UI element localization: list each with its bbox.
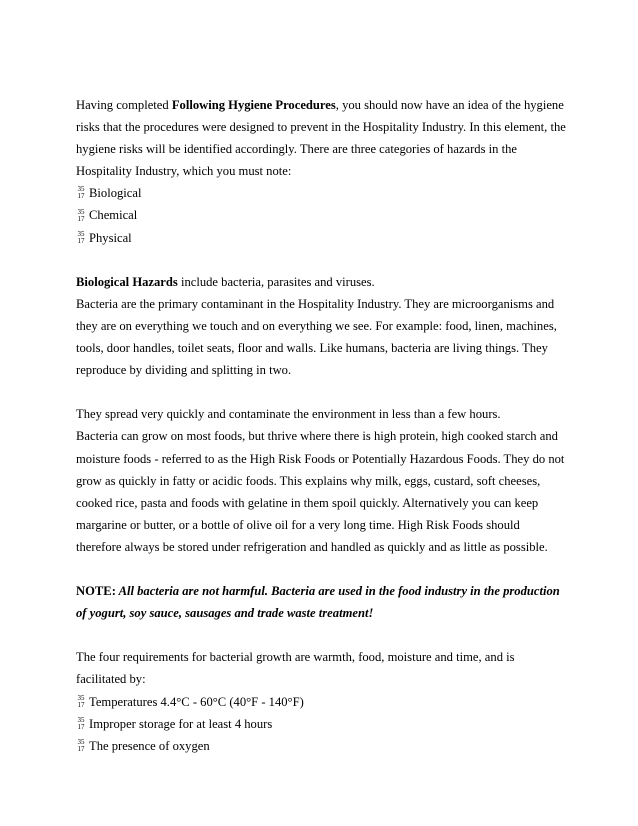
hazard-list-item [76,182,576,204]
growth-item-label: Temperatures 4.4°C - 60°C (40°F - 140°F) [89,694,304,709]
bullet-icon: 35 17 [77,693,85,709]
bio-line-4: tools, door handles, toilet seats, floor and walls. Like humans, bacteria are living things. They [76,341,548,356]
bullet-icon: 35 17 [77,715,85,731]
note-line-1 [76,580,576,602]
intro-line-4: Hospitality Industry, which you must note: [76,164,292,179]
document-body [76,94,576,757]
bio-line-2: Bacteria are the primary contaminant in the Hospitality Industry. They are microorganisms and [76,296,555,311]
hazard-item-label: Chemical [89,208,138,223]
growth-line-1: The four requirements for bacterial growth are warmth, food, moisture and time, and is [76,650,515,665]
paragraph-gap [76,624,576,646]
hazard-item-label: Biological [89,186,142,201]
note-label: NOTE: [76,584,116,599]
bio-line-5: reproduce by dividing and splitting in two. [76,363,292,378]
spread-line-3: moisture foods - referred to as the High Risk Foods or Potentially Hazardous Foods. They do not [76,451,565,466]
spread-line-6: margarine or butter, or a bottle of olive oil for a very long time. High Risk Foods should [76,517,520,532]
spread-line-1: They spread very quickly and contaminate the environment in less than a few hours. [76,407,501,422]
growth-list-item [76,713,576,735]
spread-line-4: grow as quickly in fatty or acidic foods. This explains why milk, eggs, custard, soft cheeses, [76,473,541,488]
hazard-list-item [76,204,576,226]
intro-line-2: risks that the procedures were designed to prevent in the Hospitality Industry. In this element, the [76,120,566,135]
paragraph-gap [76,381,576,403]
spread-line-7: therefore always be stored under refrigeration and handled as quickly and as little as possible. [76,539,548,554]
bullet-icon: 35 17 [77,207,85,223]
hazard-item-label: Physical [89,230,132,245]
spread-line-5: cooked rice, pasta and foods with gelatine in them spoil quickly. Alternatively you can keep [76,495,539,510]
bio-line-1 [76,271,576,293]
intro-line-3: hygiene risks will be identified accordingly. There are three categories of hazards in the [76,142,517,157]
growth-line-2: facilitated by: [76,672,146,687]
intro-text: , you should now have an idea of the hygiene [335,98,564,112]
note-line-2: of yogurt, soy sauce, sausages and trade waste treatment! [76,606,374,621]
growth-item-label: The presence of oxygen [89,738,210,753]
growth-item-label: Improper storage for at least 4 hours [89,716,273,731]
paragraph-gap [76,558,576,580]
note-text: All bacteria are not harmful. Bacteria are used in the food industry in the production [115,584,560,599]
intro-bold-title: Following Hygiene Procedures [171,98,336,112]
bio-line-3: they are on everything we touch and on everything we see. For example: food, linen, machines, [76,318,557,333]
bullet-icon: 35 17 [77,185,85,201]
intro-line-1 [76,94,576,116]
intro-text: Having completed [76,98,172,112]
growth-list-item [76,691,576,713]
spread-line-2: Bacteria can grow on most foods, but thrive where there is high protein, high cooked starch and [76,429,558,444]
bullet-icon: 35 17 [77,229,85,245]
hazard-list-item [76,227,576,249]
paragraph-gap [76,249,576,271]
bio-heading: Biological Hazards [76,274,178,289]
bullet-icon: 35 17 [77,737,85,753]
growth-list-item [76,735,576,757]
bio-text: include bacteria, parasites and viruses. [177,274,375,289]
